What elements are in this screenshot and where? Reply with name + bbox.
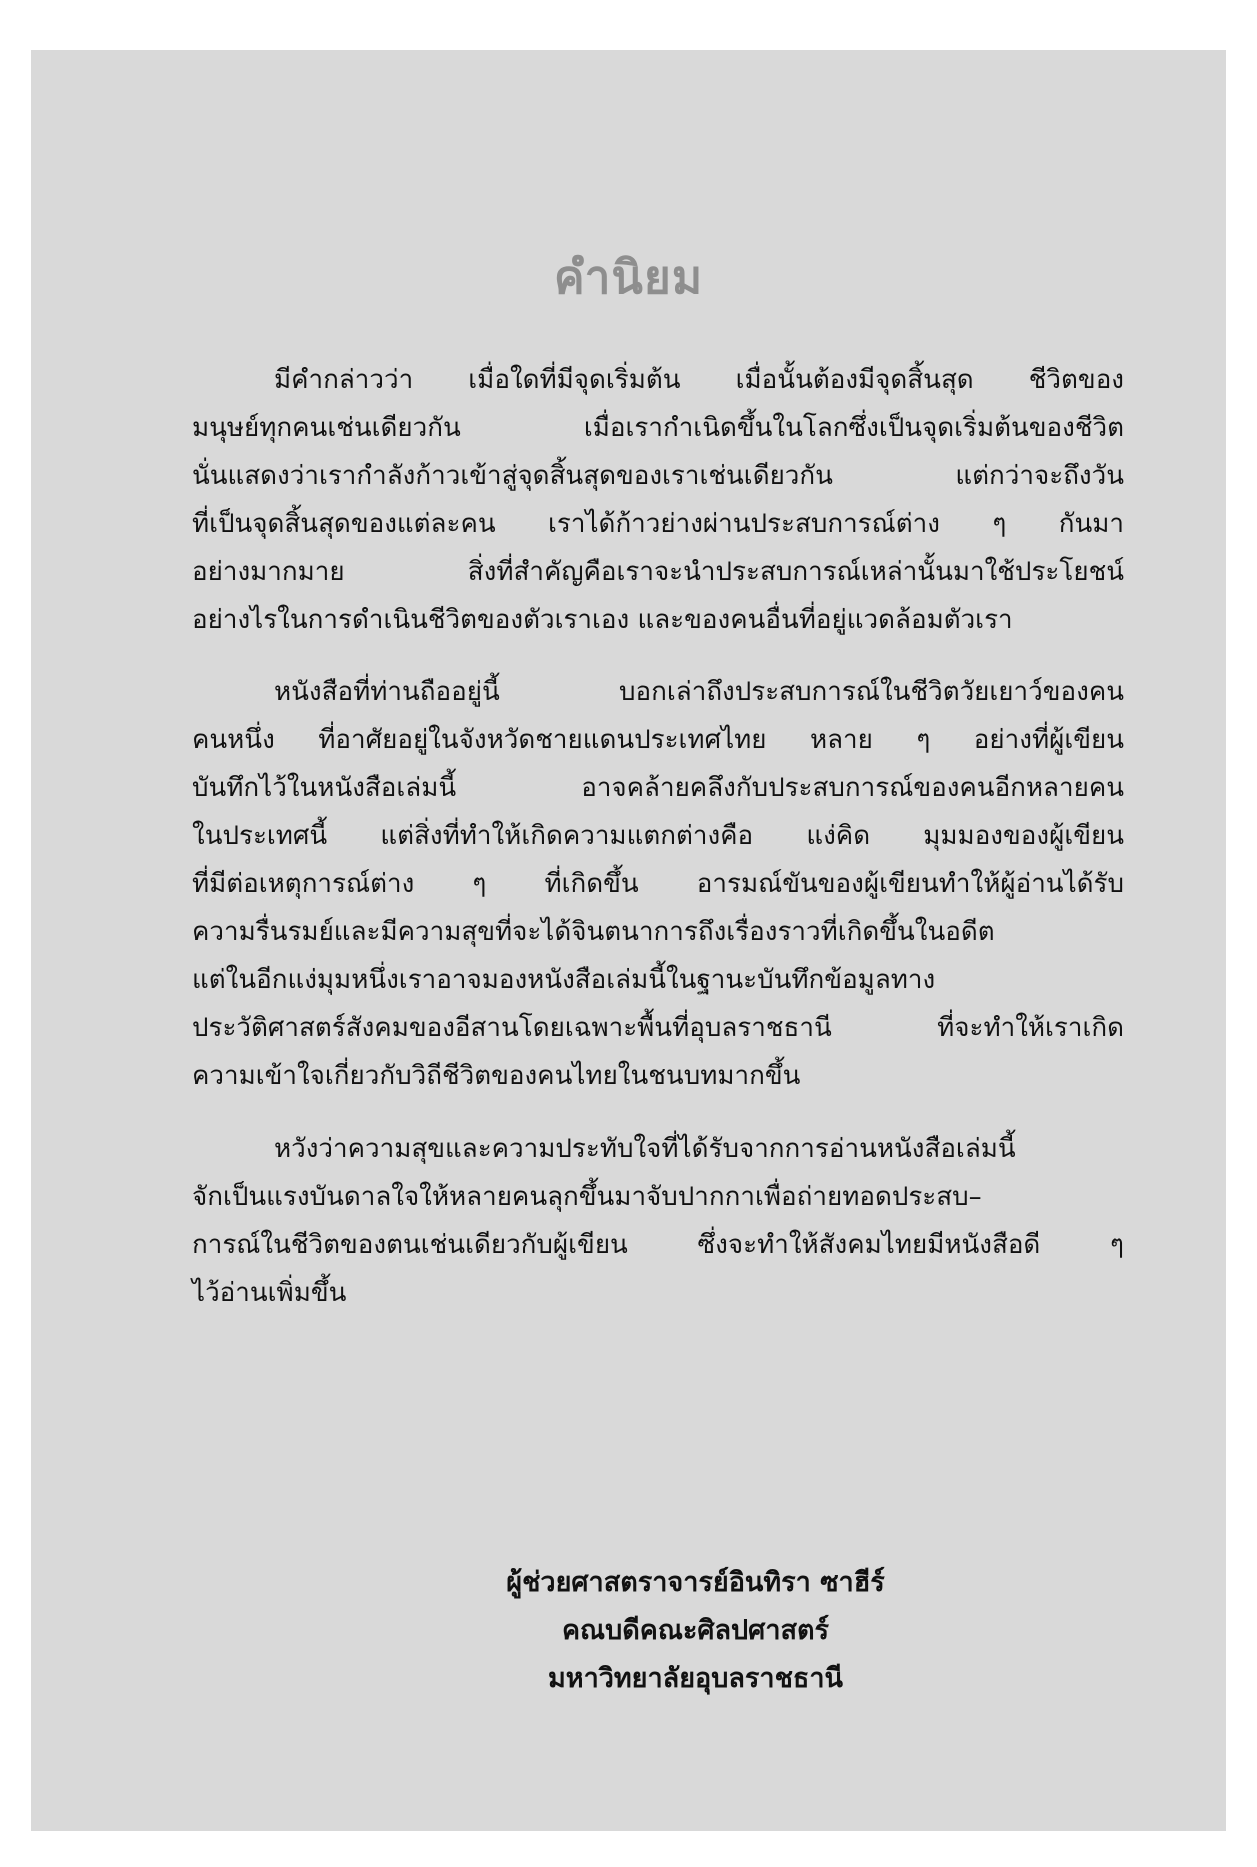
paragraph-line: นั่นแสดงว่าเรากำลังก้าวเข้าสู่จุดสิ้นสุดของเราเช่นเดียวกัน แต่กว่าจะถึงวัน — [192, 461, 1124, 491]
paragraph-line: การณ์ในชีวิตของตนเช่นเดียวกับผู้เขียน ซึ่งจะทำให้สังคมไทยมีหนังสือดี ๆ — [192, 1230, 1124, 1260]
paragraph-line: อย่างไรในการดำเนินชีวิตของตัวเราเอง และของคนอื่นที่อยู่แวดล้อมตัวเรา — [192, 605, 1013, 635]
paragraph-line: หนังสือที่ท่านถืออยู่นี้ บอกเล่าถึงประสบการณ์ในชีวิตวัยเยาว์ของคน — [274, 677, 1124, 707]
paragraph-line: แต่ในอีกแง่มุมหนึ่งเราอาจมองหนังสือเล่มนี้ในฐานะบันทึกข้อมูลทาง — [192, 965, 936, 995]
paragraph-line: มีคำกล่าวว่า เมื่อใดที่มีจุดเริ่มต้น เมื่อนั้นต้องมีจุดสิ้นสุด ชีวิตของ — [274, 365, 1124, 395]
paragraph-line: บันทึกไว้ในหนังสือเล่มนี้ อาจคล้ายคลึงกับประสบการณ์ของคนอีกหลายคน — [192, 773, 1124, 803]
paragraph-line: ความเข้าใจเกี่ยวกับวิถีชีวิตของคนไทยในชนบทมากขึ้น — [192, 1061, 801, 1091]
paragraph-line: ความรื่นรมย์และมีความสุขที่จะได้จินตนาการถึงเรื่องราวที่เกิดขึ้นในอดีต — [192, 917, 995, 947]
paragraph-line: ไว้อ่านเพิ่มขึ้น — [192, 1278, 347, 1308]
paragraph-3 — [192, 1125, 1124, 1317]
signature-organization: มหาวิทยาลัยอุบลราชธานี — [547, 1663, 844, 1694]
signature-position: คณบดีคณะศิลปศาสตร์ — [561, 1615, 830, 1646]
paragraph-line: ที่มีต่อเหตุการณ์ต่าง ๆ ที่เกิดขึ้น อารมณ์ขันของผู้เขียนทำให้ผู้อ่านได้รับ — [192, 869, 1124, 899]
page-title: คำนิยม — [553, 250, 704, 304]
paragraph-line: ประวัติศาสตร์สังคมของอีสานโดยเฉพาะพื้นที่อุบลราชธานี ที่จะทำให้เราเกิด — [192, 1013, 1124, 1043]
paragraph-line: หวังว่าความสุขและความประทับใจที่ได้รับจากการอ่านหนังสือเล่มนี้ — [274, 1134, 1016, 1164]
page-panel — [31, 50, 1226, 1831]
paragraph-line: อย่างมากมาย สิ่งที่สำคัญคือเราจะนำประสบการณ์เหล่านั้นมาใช้ประโยชน์ — [192, 557, 1124, 587]
paragraph-line: ที่เป็นจุดสิ้นสุดของแต่ละคน เราได้ก้าวย่างผ่านประสบการณ์ต่าง ๆ กันมา — [192, 509, 1124, 539]
paragraph-line: จักเป็นแรงบันดาลใจให้หลายคนลุกขึ้นมาจับปากกาเพื่อถ่ายทอดประสบ– — [192, 1182, 982, 1212]
paragraph-line: คนหนึ่ง ที่อาศัยอยู่ในจังหวัดชายแดนประเทศไทย หลาย ๆ อย่างที่ผู้เขียน — [192, 725, 1124, 755]
paragraph-2 — [192, 668, 1124, 1100]
paragraph-line: ในประเทศนี้ แต่สิ่งที่ทำให้เกิดความแตกต่างคือ แง่คิด มุมมองของผู้เขียน — [192, 821, 1124, 851]
paragraph-line: มนุษย์ทุกคนเช่นเดียวกัน เมื่อเรากำเนิดขึ้นในโลกซึ่งเป็นจุดเริ่มต้นของชีวิต — [192, 413, 1124, 443]
signature-block — [31, 1559, 1226, 1703]
paragraph-1 — [192, 356, 1124, 644]
signature-name: ผู้ช่วยศาสตราจารย์อินทิรา ซาฮีร์ — [506, 1567, 885, 1598]
